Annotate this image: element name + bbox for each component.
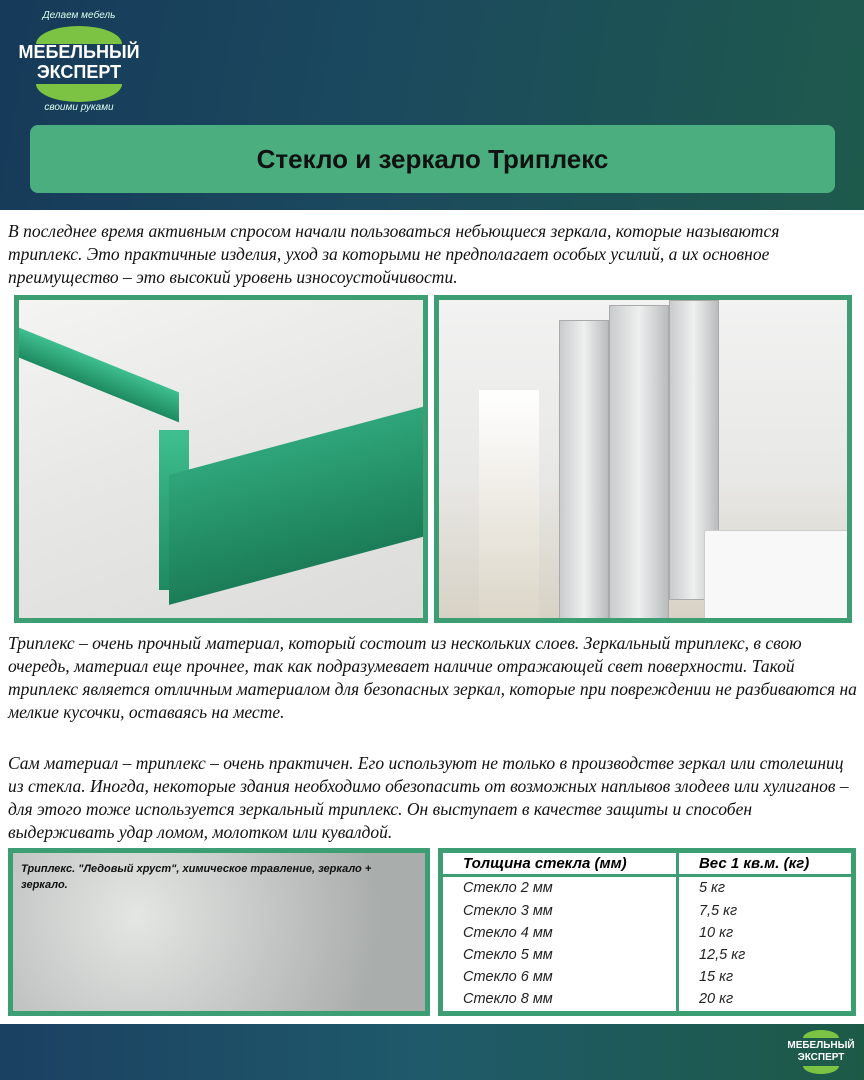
logo-name: МЕБЕЛЬНЫЙ ЭКСПЕРТ (18, 42, 140, 82)
footer-logo-line2: ЭКСПЕРТ (797, 1052, 845, 1063)
brand-logo[interactable] (14, 10, 144, 114)
intro-paragraph: В последнее время активным спросом начали пользоваться небьющиеся зеркала, которые называются триплекс. Это практичные изделия, уход за которыми не предполагает особых усилий, а их основное преимущество – это высокий уровень износоустойчивости. (8, 221, 780, 287)
logo-slogan-top: Делаем мебель (42, 10, 116, 21)
cell-thickness: Стекло 8 мм (441, 988, 678, 1014)
footer-logo-line1: МЕБЕЛЬНЫЙ (787, 1040, 855, 1051)
triplex-glass-image (14, 295, 428, 623)
cell-weight: 7,5 кг (698, 902, 738, 919)
logo-slogan-bottom: своими руками (44, 102, 114, 113)
cell-weight: 10 кг (698, 924, 734, 941)
image-caption: Триплекс. "Ледовый хруст", химическое травление, зеркало + зеркало. (21, 863, 372, 891)
table-row (441, 922, 854, 944)
glass-weight-table (438, 848, 856, 1016)
table-row (441, 900, 854, 922)
table-row (441, 944, 854, 966)
cell-weight: 5 кг (698, 880, 726, 897)
cell-thickness: Стекло 5 мм (441, 944, 678, 966)
cell-thickness: Стекло 3 мм (441, 900, 678, 922)
header-banner (0, 0, 864, 210)
table-row (441, 988, 854, 1014)
footer-logo[interactable] (786, 1030, 856, 1074)
table-row (441, 966, 854, 988)
cell-thickness: Стекло 4 мм (441, 922, 678, 944)
page-title: Стекло и зеркало Триплекс (30, 125, 835, 193)
ice-crack-image (8, 848, 430, 1016)
mirror-wardrobe-image (434, 295, 852, 623)
table-row (441, 876, 854, 900)
column-header: Толщина стекла (мм) (441, 851, 678, 876)
footer-banner (0, 1024, 864, 1080)
cell-thickness: Стекло 6 мм (441, 966, 678, 988)
cell-weight: 12,5 кг (698, 946, 746, 963)
cell-weight: 15 кг (698, 968, 734, 985)
usage-paragraph: Сам материал – триплекс – очень практичен. Его используют не только в производстве зеркал или столешниц из стекла. Иногда, некоторые здания необходимо обезопасить от возможных наплывов злодеев или хулиганов – для этого тоже используется зеркальный триплекс. Он выступает в качестве защиты и способен выдерживать удар ломом, молотком или кувалдой. (8, 753, 849, 842)
cell-thickness: Стекло 2 мм (441, 876, 678, 900)
cell-weight: 20 кг (698, 991, 734, 1008)
logo-arc-icon (36, 84, 122, 102)
triplex-paragraph: Триплекс – очень прочный материал, который состоит из нескольких слоев. Зеркальный триплекс, в свою очередь, материал еще прочнее, так как подразумевает наличие отражающей свет поверхности. Такой триплекс является отличным материалом для безопасных зеркал, которые при повреждении не разбиваются на мелкие кусочки, оставаясь на месте. (8, 633, 857, 722)
logo-arc-icon (803, 1030, 839, 1038)
logo-arc-icon (803, 1066, 839, 1074)
column-header: Вес 1 кв.м. (кг) (677, 851, 853, 876)
